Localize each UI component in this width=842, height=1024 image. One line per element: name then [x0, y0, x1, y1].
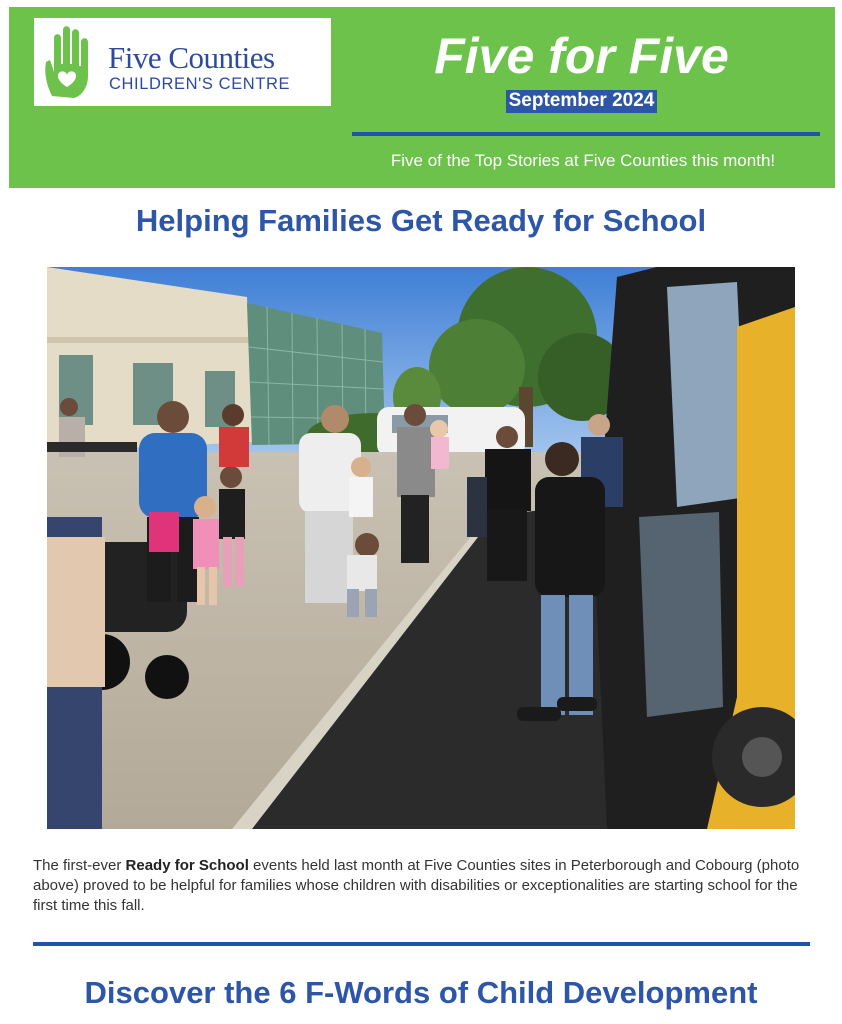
newsletter-title: Five for Five — [434, 28, 729, 84]
story-caption — [33, 856, 813, 916]
five-counties-logo[interactable] — [34, 18, 331, 106]
hand-logo-icon — [38, 24, 102, 100]
caption-text-after: events held last month at Five Counties sites in Peterborough and Cobourg (photo above) proved to be helpful for families whose children with disabilities or exceptionalities are starting school for the first time this fall. — [33, 857, 800, 914]
header-divider — [352, 132, 820, 136]
caption-event-name: Ready for School — [125, 857, 249, 874]
date-wrapper — [349, 90, 814, 113]
logo-name: Five Counties — [108, 40, 275, 75]
issue-date: September 2024 — [506, 90, 658, 113]
caption-text-before: The first-ever — [33, 857, 126, 874]
photo-illustration — [47, 267, 795, 829]
story-heading-f-words[interactable]: Discover the 6 F-Words of Child Development — [84, 975, 758, 1010]
ready-for-school-photo — [47, 267, 795, 829]
section-divider — [33, 942, 810, 946]
story-heading-ready-for-school[interactable]: Helping Families Get Ready for School — [135, 203, 707, 238]
header-tagline: Five of the Top Stories at Five Counties this month! — [390, 151, 776, 170]
logo-subtitle: CHILDREN'S CENTRE — [109, 75, 291, 93]
newsletter-header — [9, 7, 835, 188]
